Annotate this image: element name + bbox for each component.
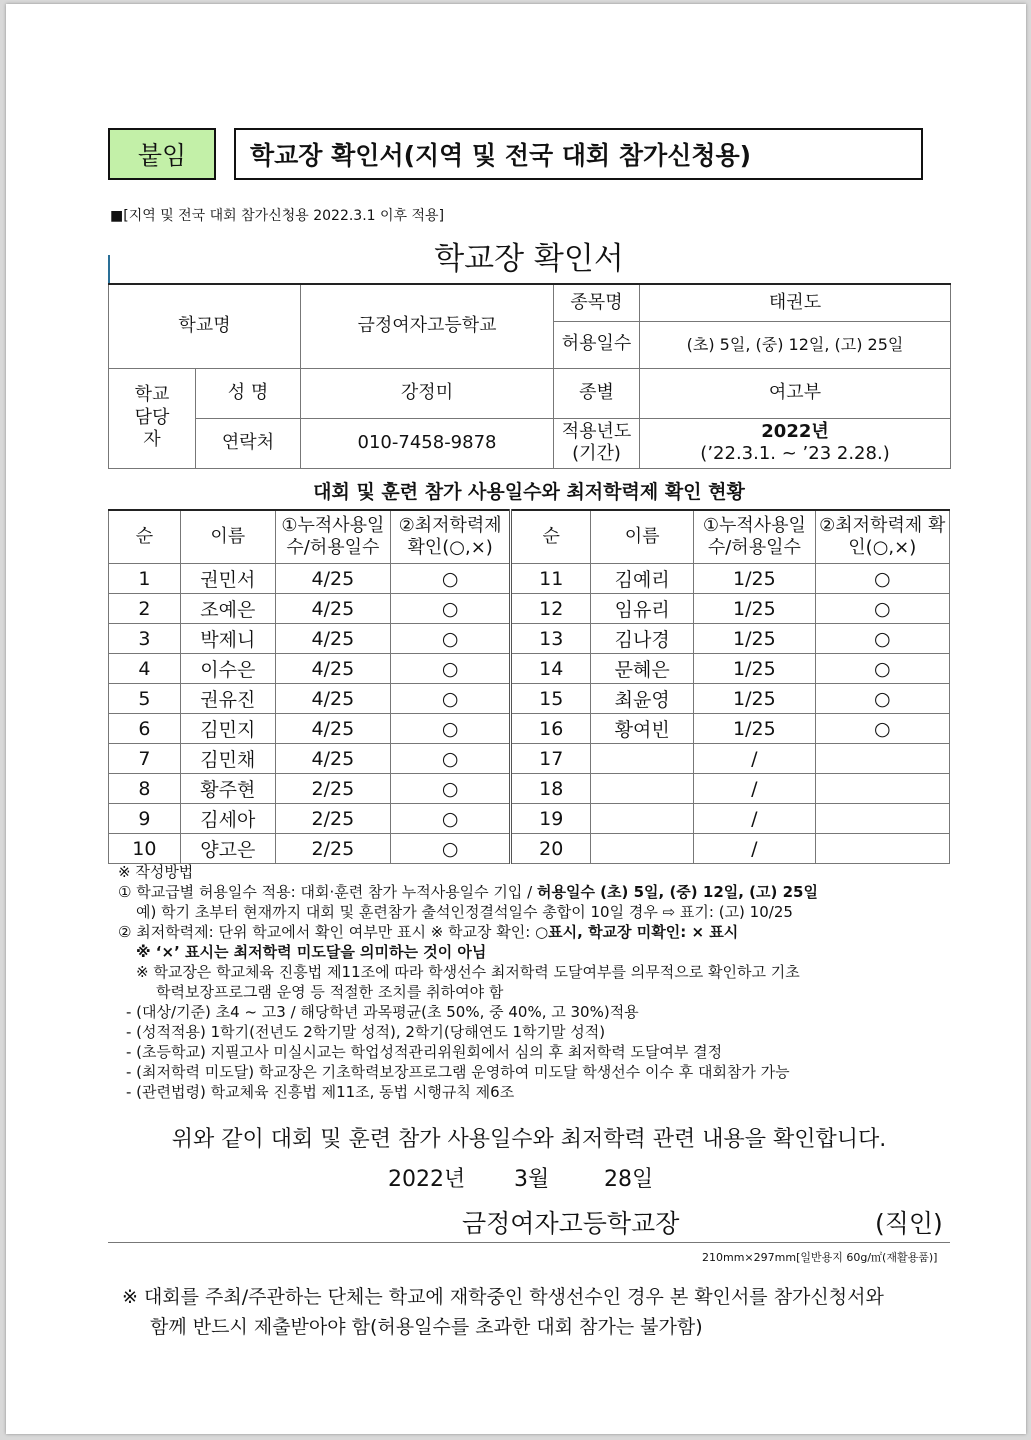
header-check-left: ②최저학력제 확인(○,×) (391, 510, 511, 564)
table-row (109, 684, 950, 714)
row-check (815, 774, 949, 804)
row-check (815, 744, 949, 774)
method-line: ※ ‘×’ 표시는 최저학력 미도달을 의미하는 것이 아님 (136, 943, 487, 961)
row-check: ○ (815, 714, 949, 744)
allowed-days-label: 허용일수 (554, 321, 640, 368)
year-value: 2022년 (761, 420, 829, 442)
row-no: 3 (109, 624, 181, 654)
row-days: 4/25 (275, 684, 390, 714)
row-check: ○ (391, 714, 511, 744)
attachment-title: 학교장 확인서(지역 및 전국 대회 참가신청용) (234, 128, 923, 180)
writing-method (118, 862, 958, 1102)
school-info-table (108, 283, 951, 469)
table-row (109, 744, 950, 774)
row-name: 김나경 (591, 624, 694, 654)
row-no: 20 (511, 834, 591, 864)
row-no: 1 (109, 564, 181, 594)
method-line: - (관련법령) 학교체육 진흥법 제11조, 동법 시행규칙 제6조 (126, 1083, 515, 1101)
header-days-right: ①누적사용일수/허용일수 (694, 510, 815, 564)
table-row (109, 714, 950, 744)
row-no: 13 (511, 624, 591, 654)
divider (108, 1242, 950, 1243)
method-line: - (초등학교) 지필고사 미실시교는 학업성적관리위원회에서 심의 후 최저학력 도달여부 결정 (126, 1043, 723, 1061)
row-days: 2/25 (275, 804, 390, 834)
row-name: 이수은 (180, 654, 275, 684)
manager-label: 학교 담당자 (109, 368, 196, 468)
attachment-badge: 붙임 (108, 128, 216, 180)
row-no: 12 (511, 594, 591, 624)
school-name-label: 학교명 (109, 284, 301, 368)
row-check (815, 834, 949, 864)
method-line: ② 최저학력제: 단위 학교에서 확인 여부만 표시 ※ 학교장 확인: ○표시, 학교장 미확인: × 표시 (118, 923, 739, 941)
row-days: 4/25 (275, 714, 390, 744)
row-days: / (694, 774, 815, 804)
row-days: 1/25 (694, 684, 815, 714)
row-check: ○ (391, 564, 511, 594)
row-days: 2/25 (275, 834, 390, 864)
table-row (109, 564, 950, 594)
row-no: 10 (109, 834, 181, 864)
row-name: 권민서 (180, 564, 275, 594)
row-days: / (694, 804, 815, 834)
row-name (591, 744, 694, 774)
row-check: ○ (391, 774, 511, 804)
date-year: 2022년 (388, 1167, 466, 1192)
method-line: ① 학교급별 허용일수 적용: 대회·훈련 참가 누적사용일수 기입 / 허용일수 (초) 5일, (중) 12일, (고) 25일 (118, 883, 818, 901)
submission-note (122, 1282, 952, 1342)
row-name (591, 804, 694, 834)
row-name: 문혜은 (591, 654, 694, 684)
method-title: ※ 작성방법 (118, 863, 194, 881)
table-row (109, 804, 950, 834)
row-name: 김예리 (591, 564, 694, 594)
row-check: ○ (391, 624, 511, 654)
row-no: 11 (511, 564, 591, 594)
table-row (109, 594, 950, 624)
table-row (109, 834, 950, 864)
header-check-right: ②최저학력제 확인(○,×) (815, 510, 949, 564)
row-no: 6 (109, 714, 181, 744)
allowed-days-value: (초) 5일, (중) 12일, (고) 25일 (640, 321, 951, 368)
row-no: 19 (511, 804, 591, 834)
row-days: 4/25 (275, 594, 390, 624)
table-row (109, 624, 950, 654)
row-check: ○ (391, 834, 511, 864)
row-check: ○ (815, 594, 949, 624)
status-table-title: 대회 및 훈련 참가 사용일수와 최저학력제 확인 현황 (313, 481, 745, 503)
header-no-left: 순 (109, 510, 181, 564)
row-name: 황여빈 (591, 714, 694, 744)
note-line: 함께 반드시 제출받아야 함(허용일수를 초과한 대회 참가는 불가함) (150, 1316, 703, 1338)
year-value-cell (640, 418, 951, 468)
row-name (591, 834, 694, 864)
row-name (591, 774, 694, 804)
contact-label: 연락처 (196, 418, 301, 468)
method-line: - (최저학력 미도달) 학교장은 기초학력보장프로그램 운영하여 미도달 학생선수 이수 후 대회참가 가능 (126, 1063, 790, 1081)
row-name: 양고은 (180, 834, 275, 864)
row-name: 김세아 (180, 804, 275, 834)
row-days: 1/25 (694, 624, 815, 654)
header-name-right: 이름 (591, 510, 694, 564)
row-days: / (694, 744, 815, 774)
school-name-value: 금정여자고등학교 (301, 284, 554, 368)
row-check: ○ (815, 654, 949, 684)
year-label: 적용년도 (기간) (554, 418, 640, 468)
header-days-left: ①누적사용일수/허용일수 (275, 510, 390, 564)
row-name: 권유진 (180, 684, 275, 714)
row-check: ○ (391, 594, 511, 624)
row-days: 1/25 (694, 714, 815, 744)
method-line: - (성적적용) 1학기(전년도 2학기말 성적), 2학기(당해연도 1학기말 성적) (126, 1023, 606, 1041)
table-row (109, 774, 950, 804)
row-days: 1/25 (694, 594, 815, 624)
event-value: 태권도 (640, 284, 951, 321)
document-title: 학교장 확인서 (434, 241, 624, 277)
row-name: 조예은 (180, 594, 275, 624)
principal-signature: 금정여자고등학교장 (462, 1209, 680, 1238)
row-check: ○ (815, 624, 949, 654)
method-line: 예) 학기 초부터 현재까지 대회 및 훈련참가 출석인정결석일수 총합이 10일 경우 ⇨ 표기: (고) 10/25 (136, 903, 793, 921)
official-seal-placeholder: (직인) (875, 1209, 943, 1238)
confirmation-statement: 위와 같이 대회 및 훈련 참가 사용일수와 최저학력 관련 내용을 확인합니다. (171, 1127, 887, 1152)
note-line: ※ 대회를 주최/주관하는 단체는 학교에 재학중인 학생선수인 경우 본 확인서를 참가신청서와 (122, 1286, 884, 1308)
division-value: 여고부 (640, 368, 951, 418)
row-name: 김민지 (180, 714, 275, 744)
issue-date (388, 1162, 653, 1193)
row-name: 최윤영 (591, 684, 694, 714)
table-row (109, 654, 950, 684)
row-check: ○ (391, 684, 511, 714)
row-days: 4/25 (275, 744, 390, 774)
row-no: 2 (109, 594, 181, 624)
method-line: ※ 학교장은 학교체육 진흥법 제11조에 따라 학생선수 최저학력 도달여부를 의무적으로 확인하고 기초 (136, 963, 800, 981)
date-month: 3월 (514, 1167, 550, 1192)
row-check (815, 804, 949, 834)
row-check: ○ (391, 654, 511, 684)
row-days: 2/25 (275, 774, 390, 804)
row-no: 16 (511, 714, 591, 744)
row-check: ○ (391, 804, 511, 834)
method-line: 학력보장프로그램 운영 등 적절한 조치를 취하여야 함 (156, 983, 504, 1001)
row-name: 황주현 (180, 774, 275, 804)
row-no: 14 (511, 654, 591, 684)
row-days: 4/25 (275, 564, 390, 594)
date-day: 28일 (604, 1167, 654, 1192)
year-period: (’22.3.1. ~ ’23 2.28.) (700, 443, 890, 464)
row-name: 김민채 (180, 744, 275, 774)
row-days: 1/25 (694, 564, 815, 594)
athlete-list-table (108, 509, 950, 864)
row-days: 1/25 (694, 654, 815, 684)
method-line: - (대상/기준) 초4 ~ 고3 / 해당학년 과목평균(초 50%, 중 40%, 고 30%)적용 (126, 1003, 639, 1021)
row-no: 8 (109, 774, 181, 804)
row-no: 18 (511, 774, 591, 804)
title-accent-bar (108, 255, 110, 283)
row-days: / (694, 834, 815, 864)
paper-spec: 210mm×297mm[일반용지 60g/㎡(재활용품)] (702, 1251, 938, 1264)
event-label: 종목명 (554, 284, 640, 321)
contact-value: 010-7458-9878 (301, 418, 554, 468)
row-check: ○ (815, 684, 949, 714)
row-check: ○ (815, 564, 949, 594)
row-name: 박제니 (180, 624, 275, 654)
name-value: 강정미 (301, 368, 554, 418)
row-name: 임유리 (591, 594, 694, 624)
row-no: 15 (511, 684, 591, 714)
application-note: ■[지역 및 전국 대회 참가신청용 2022.3.1 이후 적용] (110, 208, 445, 224)
row-check: ○ (391, 744, 511, 774)
row-no: 9 (109, 804, 181, 834)
row-no: 4 (109, 654, 181, 684)
row-no: 17 (511, 744, 591, 774)
header-no-right: 순 (511, 510, 591, 564)
row-days: 4/25 (275, 654, 390, 684)
row-no: 5 (109, 684, 181, 714)
row-days: 4/25 (275, 624, 390, 654)
name-label: 성 명 (196, 368, 301, 418)
header-name-left: 이름 (180, 510, 275, 564)
division-label: 종별 (554, 368, 640, 418)
row-no: 7 (109, 744, 181, 774)
